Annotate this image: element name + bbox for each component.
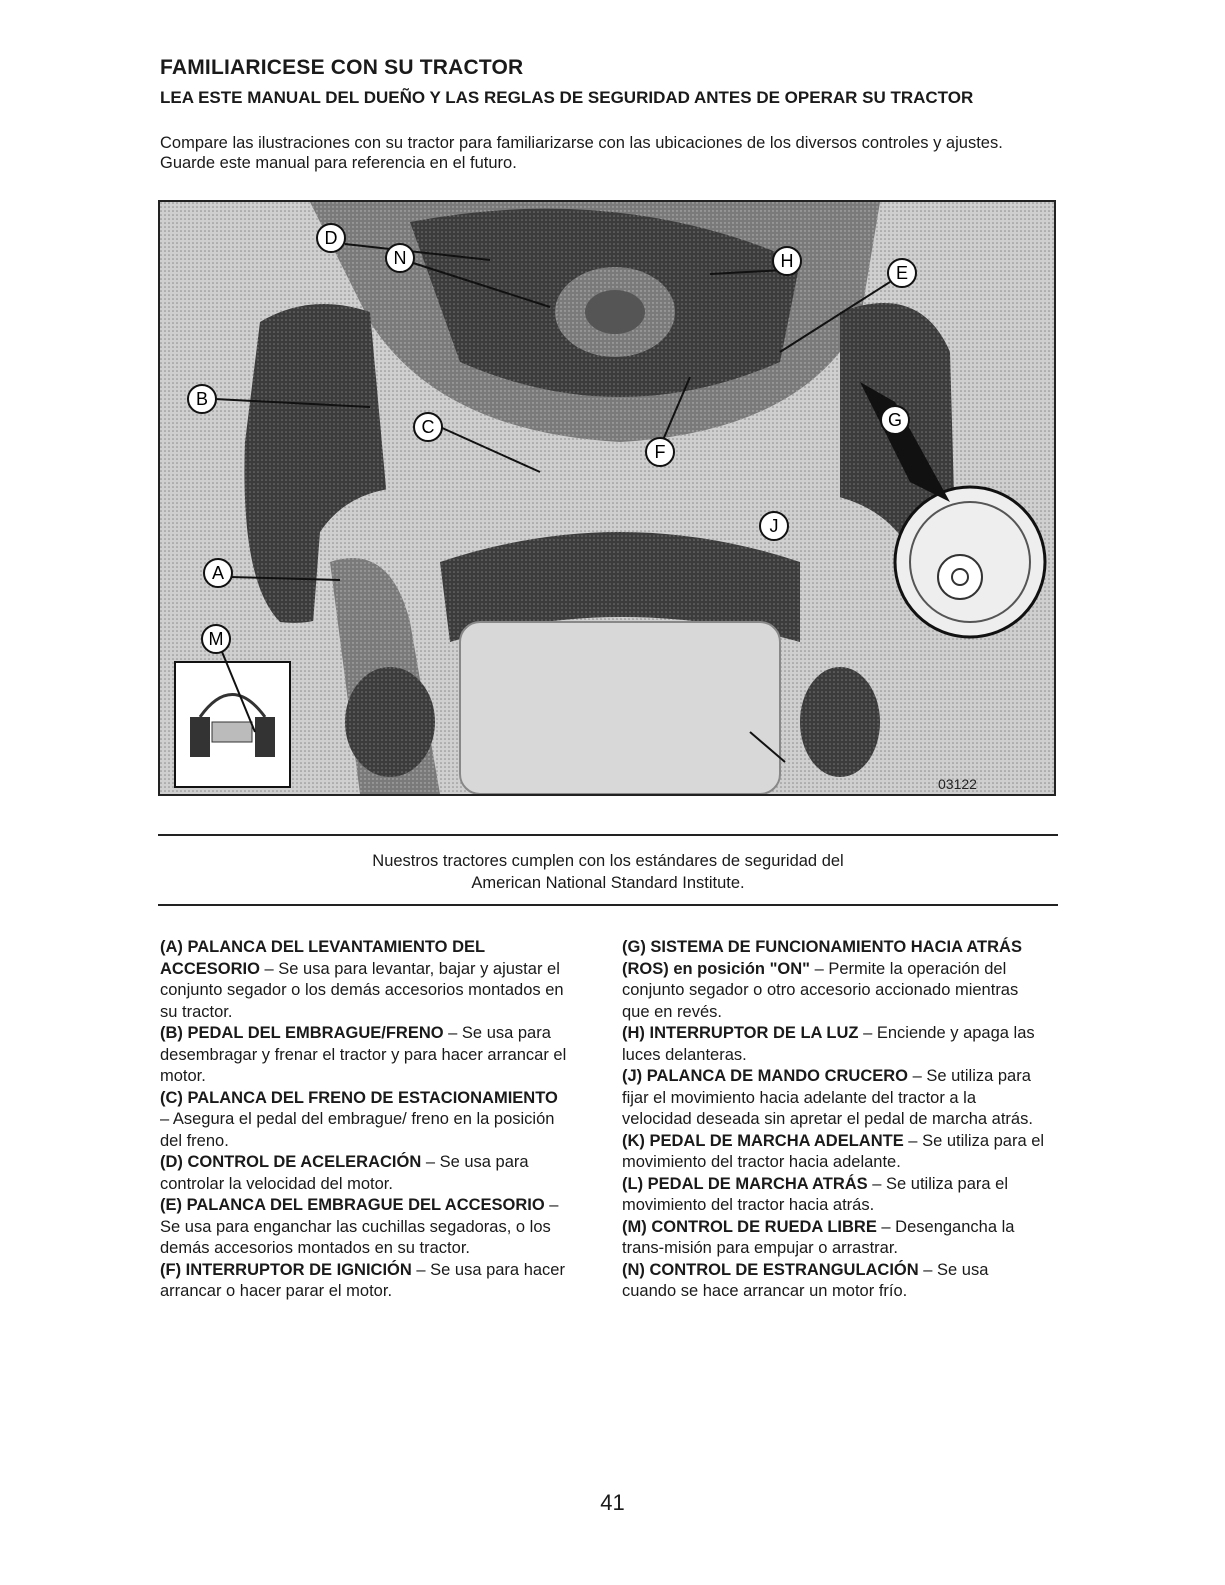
control-item-c: (C) PALANCA DEL FRENO DE ESTACIONAMIENTO – Asegura el pedal del embrague/ freno en la posición del freno. [160, 1088, 558, 1150]
caption-line-1: Nuestros tractores cumplen con los estándares de seguridad del [372, 852, 844, 870]
callout-d [317, 224, 345, 252]
svg-text:A: A [211, 563, 225, 583]
callout-f [646, 438, 674, 466]
control-item-m: (M) CONTROL DE RUEDA LIBRE – Desengancha la trans-misión para empujar o arrastrar. [622, 1217, 1015, 1257]
control-item-j: (J) PALANCA DE MANDO CRUCERO – Se utiliza para fijar el movimiento hacia adelante del tractor a la velocidad deseada sin apretar el pedal de marcha atrás. [622, 1067, 1033, 1128]
svg-text:D: D [324, 228, 338, 248]
control-item-g: (G) SISTEMA DE FUNCIONAMIENTO HACIA ATRÁS (ROS) en posición "ON" – Permite la operación del conjunto segador o otro accesorio accionado mientras que en revés. [622, 938, 1022, 1021]
svg-text:C: C [421, 417, 435, 437]
svg-text:G: G [887, 410, 903, 430]
svg-text:F: F [654, 442, 666, 462]
control-item-e: (E) PALANCA DEL EMBRAGUE DEL ACCESORIO – Se usa para enganchar las cuchillas segadoras, o los demás accesorios montados en su tractor. [160, 1196, 559, 1257]
callout-h [773, 247, 801, 275]
intro-paragraph: Compare las ilustraciones con su tractor para familiarizarse con las ubicaciones de los diversos controles y ajustes. Guarde este manual para referencia en el futuro. [160, 134, 1003, 172]
caption-line-2: American National Standard Institute. [471, 874, 745, 892]
svg-text:E: E [895, 263, 909, 283]
seat-base [460, 622, 780, 794]
safety-caption [158, 850, 1058, 894]
tractor-drawing [160, 202, 1054, 794]
caption-top-rule [158, 834, 1058, 836]
callout-j [760, 512, 788, 540]
tractor-controls-illustration [158, 200, 1056, 796]
caption-bottom-rule [158, 904, 1058, 906]
control-item-n: (N) CONTROL DE ESTRANGULACIÓN – Se usa cuando se hace arrancar un motor frío. [622, 1260, 989, 1300]
control-item-d: (D) CONTROL DE ACELERACIÓN – Se usa para controlar la velocidad del motor. [160, 1153, 529, 1193]
svg-text:B: B [195, 389, 209, 409]
callout-g [881, 406, 909, 434]
lift-lever-base [345, 667, 435, 777]
right-cup-holder [800, 667, 880, 777]
control-item-h: (H) INTERRUPTOR DE LA LUZ – Enciende y apaga las luces delanteras. [622, 1024, 1035, 1064]
callout-a [204, 559, 232, 587]
page-subheading: LEA ESTE MANUAL DEL DUEÑO Y LAS REGLAS DE SEGURIDAD ANTES DE OPERAR SU TRACTOR [160, 88, 974, 107]
page-number: 41 [600, 1490, 625, 1515]
page-heading: FAMILIARICESE CON SU TRACTOR [160, 56, 524, 79]
svg-text:N: N [393, 248, 407, 268]
control-item-b: (B) PEDAL DEL EMBRAGUE/FRENO – Se usa para desembragar y frenar el tractor y para hacer arrancar el motor. [160, 1024, 567, 1085]
callout-e [888, 259, 916, 287]
control-item-f: (F) INTERRUPTOR DE IGNICIÓN – Se usa para hacer arrancar o hacer parar el motor. [160, 1260, 565, 1300]
figure-code: 03122 [938, 776, 977, 792]
control-item-a: (A) PALANCA DEL LEVANTAMIENTO DEL ACCESORIO – Se usa para levantar, bajar y ajustar el conjunto segador o los demás accesorios montados en su tractor. [160, 938, 564, 1021]
controls-list-left [160, 937, 570, 1303]
svg-text:M: M [208, 629, 224, 649]
control-item-k: (K) PEDAL DE MARCHA ADELANTE – Se utiliza para el movimiento del tractor hacia adelante. [622, 1131, 1045, 1171]
callout-m [202, 625, 230, 653]
callout-b [188, 385, 216, 413]
control-item-l: (L) PEDAL DE MARCHA ATRÁS – Se utiliza para el movimiento del tractor hacia atrás. [622, 1174, 1008, 1214]
svg-text:H: H [780, 251, 794, 271]
svg-text:J: J [769, 516, 779, 536]
callout-n [386, 244, 414, 272]
callout-c [414, 413, 442, 441]
controls-list-right [622, 937, 1047, 1303]
